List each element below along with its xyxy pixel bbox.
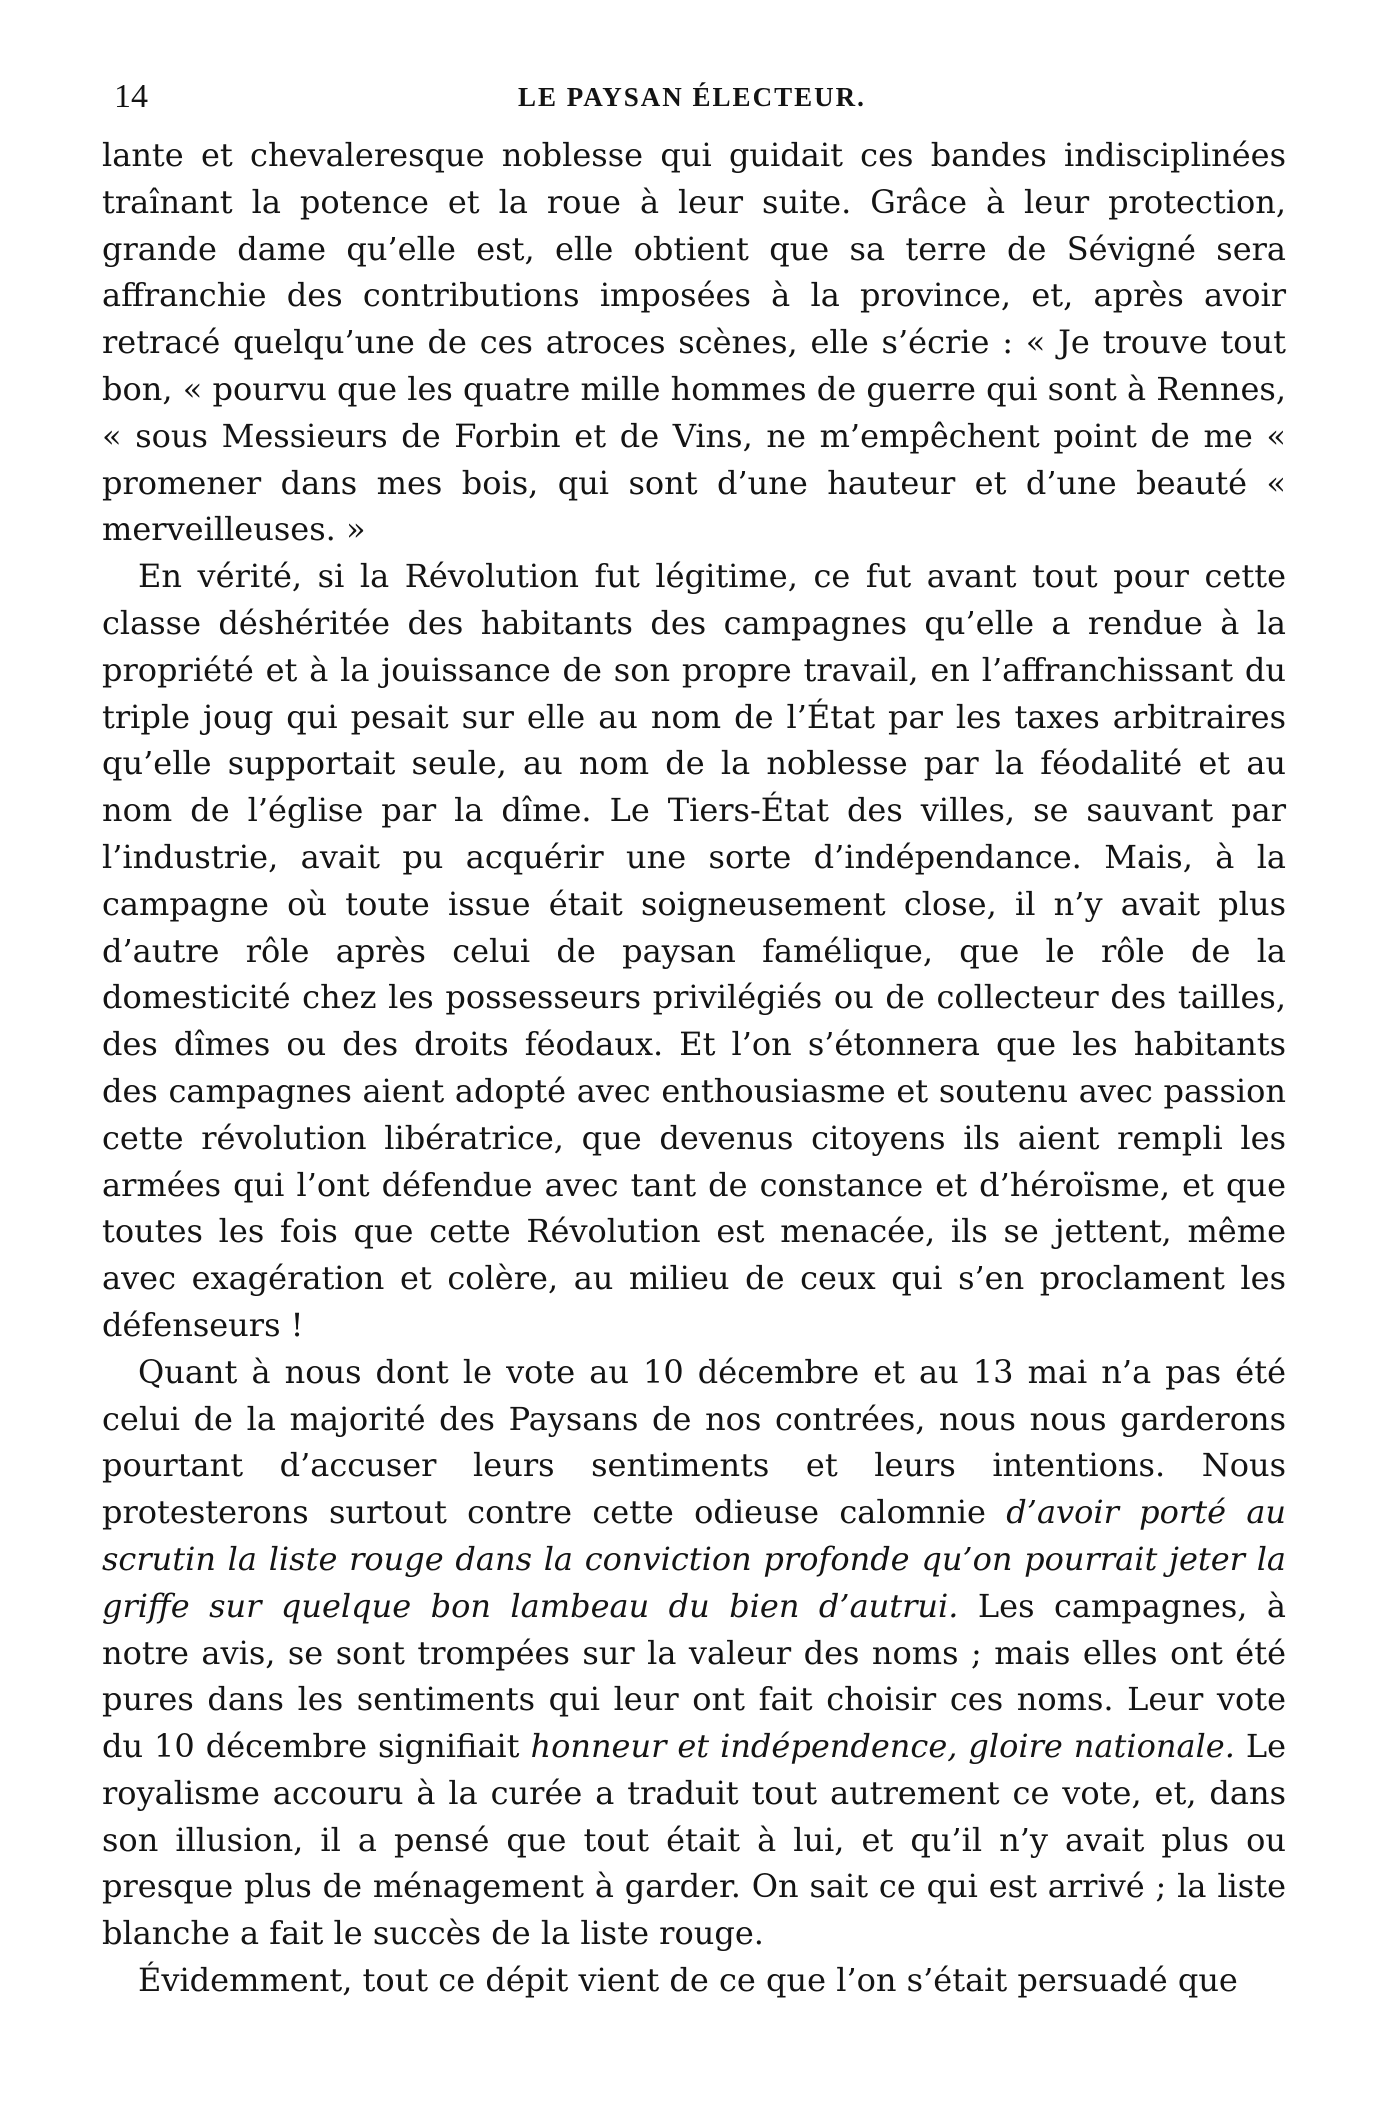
- page-number: 14: [114, 78, 148, 115]
- paragraph-4: [102, 1957, 1286, 2004]
- paragraph-3-text-middle: Les campagnes, à notre avis, se sont trompées sur la valeur des noms ; mais elles ont été pures dans les sentiments qui leur ont fait choisir ces noms. Leur vote du 10 décembre signifiait: [102, 1586, 1286, 1766]
- paragraph-2: [102, 553, 1286, 1349]
- running-head: LE PAYSAN ÉLECTEUR.: [518, 82, 866, 112]
- paragraph-3-text-end: Le royalisme accouru à la curée a traduit tout autrement ce vote, et, dans son illusion, il a pensé que tout était à lui, et qu’il n’y avait plus ou presque plus de ménagement à garder. On sait ce qui est arrivé ; la liste blanche a fait le succès de la liste rouge.: [102, 1727, 1287, 1953]
- paragraph-3: [102, 1349, 1286, 1957]
- body-text: [102, 132, 1286, 2004]
- page-header: [108, 72, 1284, 122]
- paragraph-1: [102, 132, 1286, 553]
- paragraph-3-italic-phrase-2: honneur et indépendence, gloire nationale.: [530, 1727, 1235, 1766]
- paragraph-4-text: Évidemment, tout ce dépit vient de ce que l’on s’était persuadé que: [138, 1961, 1238, 2000]
- paragraph-2-text: En vérité, si la Révolution fut légitime, ce fut avant tout pour cette classe déshéritée des habitants des campagnes qu’elle a rendue à la propriété et à la jouissance de son propre travail, en l’affranchissant du triple joug qui pesait sur elle au nom de l’État par les taxes arbitraires qu’elle supportait seule, au nom de la noblesse par la féodalité et au nom de l’église par la dîme. Le Tiers-État des villes, se sauvant par l’industrie, avait pu acquérir une sorte d’indépendance. Mais, à la campagne où toute issue était soigneusement close, il n’y avait plus d’autre rôle après celui de paysan famélique, que le rôle de la domesticité chez les possesseurs privilégiés ou de collecteur des tailles, des dîmes ou des droits féodaux. Et l’on s’étonnera que les habitants des campagnes aient adopté avec enthousiasme et soutenu avec passion cette révolution libératrice, que devenus citoyens ils aient rempli les armées qui l’ont défendue avec tant de constance et d’héroïsme, et que toutes les fois que cette Révolution est menacée, ils se jettent, même avec exagération et colère, au milieu de ceux qui s’en proclament les défenseurs !: [102, 557, 1286, 1344]
- paragraph-3-text-start: Quant à nous dont le vote au 10 décembre et au 13 mai n’a pas été celui de la majorité des Paysans de nos contrées, nous nous garderons pourtant d’accuser leurs sentiments et leurs intentions. Nous protesterons surtout contre cette odieuse calomnie: [102, 1352, 1286, 1532]
- paragraph-3-italic-phrase-1: d’avoir porté au scrutin la liste rouge dans la conviction profonde qu’on pourrait jeter la griffe sur quelque bon lambeau du bien d’autrui.: [102, 1493, 1287, 1625]
- paragraph-1-text: lante et chevaleresque noblesse qui guidait ces bandes indisciplinées traînant la potence et la roue à leur suite. Grâce à leur protection, grande dame qu’elle est, elle obtient que sa terre de Sévigné sera affranchie des contributions imposées à la province, et, après avoir retracé quelqu’une de ces atroces scènes, elle s’écrie : « Je trouve tout bon, « pourvu que les quatre mille hommes de guerre qui sont à Rennes, « sous Messieurs de Forbin et de Vins, ne m’empêchent point de me « promener dans mes bois, qui sont d’une hauteur et d’une beauté « merveilleuses. »: [102, 136, 1286, 549]
